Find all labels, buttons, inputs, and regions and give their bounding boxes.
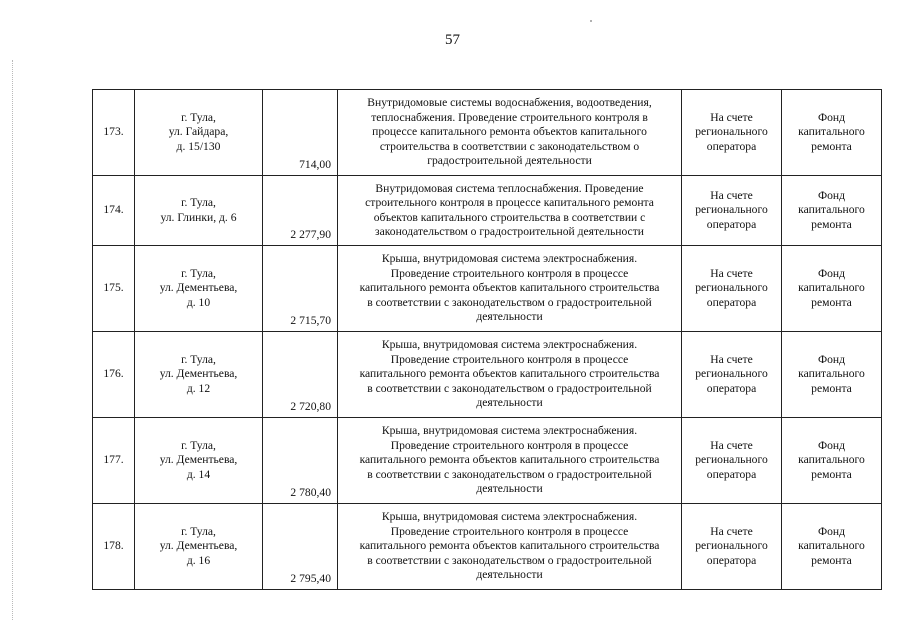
fund-cell bbox=[782, 246, 882, 332]
work-line: процессе капитального ремонта объектов капитального bbox=[372, 125, 647, 139]
cost-cell: 2 795,40 bbox=[263, 504, 338, 590]
table-row bbox=[93, 90, 882, 176]
table-row bbox=[93, 246, 882, 332]
work-line: Проведение строительного контроля в процессе bbox=[390, 266, 629, 280]
work-line: строительства в соответствии с законодательством о bbox=[379, 139, 640, 153]
work-line: Крыша, внутридомовая система электроснабжения. bbox=[381, 510, 638, 524]
work-line: градостроительной деятельности bbox=[427, 154, 592, 168]
work-line: Крыша, внутридомовая система электроснабжения. bbox=[381, 252, 638, 266]
scan-dot-artifact bbox=[590, 20, 592, 22]
account-line: оператора bbox=[706, 381, 757, 395]
account-cell bbox=[682, 246, 782, 332]
address-line: г. Тула, bbox=[181, 266, 216, 280]
table-row bbox=[93, 176, 882, 246]
address-cell bbox=[135, 90, 263, 176]
account-line: На счете bbox=[710, 188, 753, 202]
work-line: деятельности bbox=[476, 396, 543, 410]
work-line: капитального ремонта объектов капитального строительства bbox=[359, 539, 660, 553]
fund-line: ремонта bbox=[811, 467, 852, 481]
address-line: ул. Дементьева, bbox=[159, 453, 238, 467]
account-cell bbox=[682, 90, 782, 176]
work-line: капитального ремонта объектов капитального строительства bbox=[359, 281, 660, 295]
account-line: оператора bbox=[706, 467, 757, 481]
address-line: ул. Дементьева, bbox=[159, 539, 238, 553]
address-line: г. Тула, bbox=[181, 196, 216, 210]
account-line: регионального bbox=[695, 203, 768, 217]
address-cell bbox=[135, 418, 263, 504]
fund-cell bbox=[782, 90, 882, 176]
fund-line: Фонд bbox=[817, 266, 846, 280]
work-line: деятельности bbox=[476, 482, 543, 496]
fund-cell bbox=[782, 504, 882, 590]
address-line: г. Тула, bbox=[181, 524, 216, 538]
address-line: ул. Дементьева, bbox=[159, 367, 238, 381]
account-line: оператора bbox=[706, 139, 757, 153]
fund-line: ремонта bbox=[811, 381, 852, 395]
work-line: Проведение строительного контроля в процессе bbox=[390, 438, 629, 452]
table-row bbox=[93, 418, 882, 504]
fund-line: капитального bbox=[798, 539, 865, 553]
account-cell bbox=[682, 176, 782, 246]
account-cell bbox=[682, 504, 782, 590]
account-line: регионального bbox=[695, 539, 768, 553]
fund-cell bbox=[782, 176, 882, 246]
scan-edge-artifact bbox=[12, 60, 13, 620]
fund-line: капитального bbox=[798, 367, 865, 381]
address-line: д. 14 bbox=[186, 467, 211, 481]
work-description-cell bbox=[338, 90, 682, 176]
fund-line: ремонта bbox=[811, 217, 852, 231]
cost-cell: 714,00 bbox=[263, 90, 338, 176]
account-line: На счете bbox=[710, 110, 753, 124]
address-line: ул. Глинки, д. 6 bbox=[160, 210, 237, 224]
work-line: деятельности bbox=[476, 568, 543, 582]
account-line: оператора bbox=[706, 295, 757, 309]
fund-line: капитального bbox=[798, 125, 865, 139]
fund-line: капитального bbox=[798, 453, 865, 467]
row-number: 177. bbox=[93, 418, 135, 504]
fund-line: Фонд bbox=[817, 352, 846, 366]
address-line: г. Тула, bbox=[181, 110, 216, 124]
account-line: оператора bbox=[706, 553, 757, 567]
row-number: 176. bbox=[93, 332, 135, 418]
account-line: На счете bbox=[710, 266, 753, 280]
work-line: в соответствии с законодательством о градостроительной bbox=[367, 467, 652, 481]
cost-cell: 2 780,40 bbox=[263, 418, 338, 504]
account-line: На счете bbox=[710, 438, 753, 452]
work-line: законодательством о градостроительной деятельности bbox=[375, 224, 644, 238]
work-line: теплоснабжения. Проведение строительного контроля в bbox=[371, 110, 648, 124]
address-line: г. Тула, bbox=[181, 352, 216, 366]
fund-line: капитального bbox=[798, 281, 865, 295]
address-line: ул. Дементьева, bbox=[159, 281, 238, 295]
address-line: д. 10 bbox=[186, 295, 211, 309]
work-line: Внутридомовая система теплоснабжения. Проведение bbox=[375, 181, 644, 195]
table-row bbox=[93, 332, 882, 418]
account-cell bbox=[682, 332, 782, 418]
account-line: регионального bbox=[695, 125, 768, 139]
work-line: в соответствии с законодательством о градостроительной bbox=[367, 553, 652, 567]
repair-works-table bbox=[92, 89, 882, 590]
row-number: 178. bbox=[93, 504, 135, 590]
work-line: строительного контроля в процессе капитального ремонта bbox=[365, 196, 654, 210]
fund-line: капитального bbox=[798, 203, 865, 217]
fund-line: Фонд bbox=[817, 110, 846, 124]
row-number: 174. bbox=[93, 176, 135, 246]
work-line: Проведение строительного контроля в процессе bbox=[390, 524, 629, 538]
work-line: капитального ремонта объектов капитального строительства bbox=[359, 367, 660, 381]
fund-line: Фонд bbox=[817, 438, 846, 452]
fund-cell bbox=[782, 418, 882, 504]
fund-line: ремонта bbox=[811, 295, 852, 309]
work-line: Крыша, внутридомовая система электроснабжения. bbox=[381, 424, 638, 438]
work-line: деятельности bbox=[476, 310, 543, 324]
account-line: На счете bbox=[710, 352, 753, 366]
work-line: Крыша, внутридомовая система электроснабжения. bbox=[381, 338, 638, 352]
work-description-cell bbox=[338, 246, 682, 332]
address-line: г. Тула, bbox=[181, 438, 216, 452]
address-line: д. 12 bbox=[186, 381, 211, 395]
address-line: д. 16 bbox=[186, 553, 211, 567]
fund-line: Фонд bbox=[817, 524, 846, 538]
table-row bbox=[93, 504, 882, 590]
work-line: в соответствии с законодательством о градостроительной bbox=[367, 381, 652, 395]
work-description-cell bbox=[338, 418, 682, 504]
address-line: д. 15/130 bbox=[176, 139, 221, 153]
work-line: Проведение строительного контроля в процессе bbox=[390, 352, 629, 366]
work-line: капитального ремонта объектов капитального строительства bbox=[359, 453, 660, 467]
cost-cell: 2 715,70 bbox=[263, 246, 338, 332]
work-line: Внутридомовые системы водоснабжения, водоотведения, bbox=[367, 96, 652, 110]
address-cell bbox=[135, 504, 263, 590]
fund-cell bbox=[782, 332, 882, 418]
account-line: регионального bbox=[695, 281, 768, 295]
fund-line: Фонд bbox=[817, 188, 846, 202]
cost-cell: 2 720,80 bbox=[263, 332, 338, 418]
address-cell bbox=[135, 176, 263, 246]
address-cell bbox=[135, 246, 263, 332]
work-line: в соответствии с законодательством о градостроительной bbox=[367, 295, 652, 309]
account-line: регионального bbox=[695, 367, 768, 381]
fund-line: ремонта bbox=[811, 553, 852, 567]
fund-line: ремонта bbox=[811, 139, 852, 153]
account-line: оператора bbox=[706, 217, 757, 231]
work-description-cell bbox=[338, 332, 682, 418]
work-line: объектов капитального строительства в соответствии с bbox=[373, 210, 646, 224]
row-number: 173. bbox=[93, 90, 135, 176]
account-line: На счете bbox=[710, 524, 753, 538]
address-cell bbox=[135, 332, 263, 418]
row-number: 175. bbox=[93, 246, 135, 332]
work-description-cell bbox=[338, 504, 682, 590]
account-line: регионального bbox=[695, 453, 768, 467]
cost-cell: 2 277,90 bbox=[263, 176, 338, 246]
account-cell bbox=[682, 418, 782, 504]
page-number: 57 bbox=[445, 32, 460, 48]
work-description-cell bbox=[338, 176, 682, 246]
address-line: ул. Гайдара, bbox=[168, 125, 229, 139]
